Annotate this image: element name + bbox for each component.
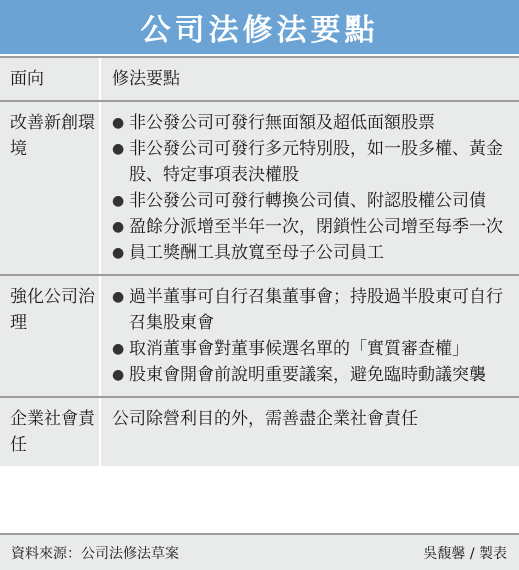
list-item: ● 過半董事可自行召集董事會；持股過半股東可自行召集股東會	[112, 284, 511, 336]
table-row	[0, 396, 519, 466]
list-item: ● 員工獎酬工具放寬至母子公司員工	[112, 240, 511, 266]
header-aspect: 面向	[0, 58, 101, 100]
row-category: 改善新創環境	[0, 102, 101, 274]
bullet-icon: ●	[112, 141, 125, 157]
bullet-icon: ●	[112, 245, 125, 261]
header-points: 修法要點	[112, 69, 180, 89]
bullet-list	[112, 284, 511, 388]
bullet-icon: ●	[112, 367, 125, 383]
list-item: ● 股東會開會前說明重要議案，避免臨時動議突襲	[112, 362, 511, 388]
list-item: ● 取消董事會對董事候選名單的「實質審查權」	[112, 336, 511, 362]
title-bar	[0, 0, 519, 54]
table-header-row	[0, 56, 519, 100]
reform-table	[0, 56, 519, 466]
bullet-list	[112, 110, 511, 266]
row-text: 公司除營利目的外，需善盡企業社會責任	[112, 409, 418, 429]
page-title: 公司法修法要點	[140, 13, 379, 48]
row-category: 企業社會責任	[0, 398, 101, 466]
bullet-icon: ●	[112, 341, 125, 357]
bullet-icon: ●	[112, 193, 125, 209]
bullet-icon: ●	[112, 219, 125, 235]
bullet-icon: ●	[112, 289, 125, 305]
source-footer	[0, 533, 519, 570]
list-item: ● 非公發公司可發行無面額及超低面額股票	[112, 110, 511, 136]
list-item: ● 非公發公司可發行多元特別股，如一股多權、黃金股、特定事項表決權股	[112, 136, 511, 188]
bullet-icon: ●	[112, 115, 125, 131]
row-category: 強化公司治理	[0, 276, 101, 396]
table-row	[0, 100, 519, 274]
table-row	[0, 274, 519, 396]
credit-note: 吳馥馨 / 製表	[423, 545, 507, 562]
list-item: ● 盈餘分派增至半年一次，閉鎖性公司增至每季一次	[112, 214, 511, 240]
list-item: ● 非公發公司可發行轉換公司債、附認股權公司債	[112, 188, 511, 214]
source-note: 資料來源：公司法修法草案	[11, 545, 179, 562]
